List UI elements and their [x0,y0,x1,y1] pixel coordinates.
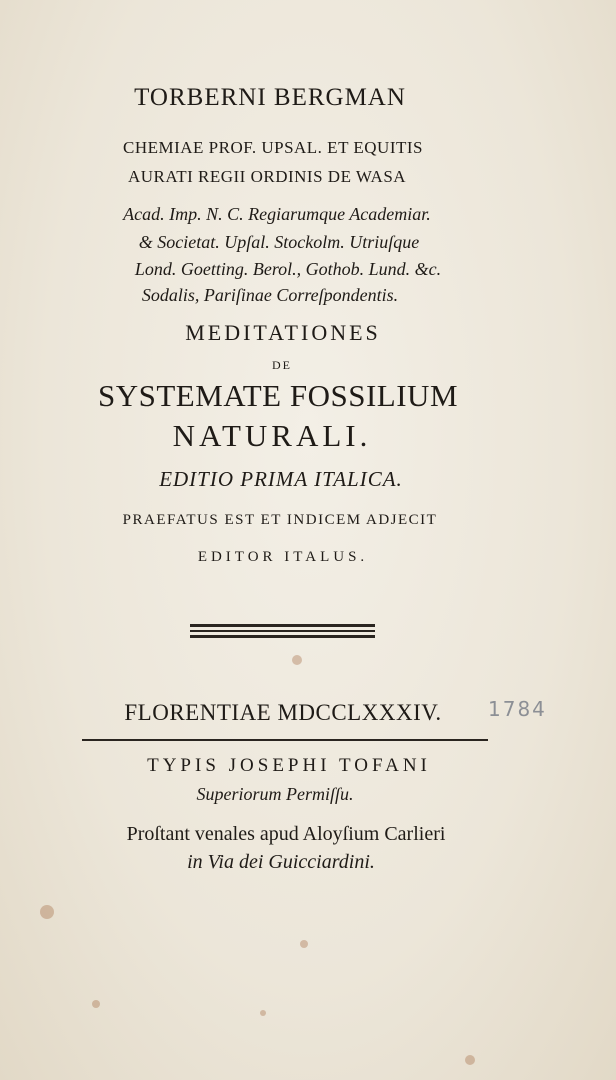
ornament-rule-top [190,624,375,627]
imprint-place-date: FLORENTIAE MDCCLXXXIV. [124,700,442,725]
work-title-de: DE [272,358,292,372]
foxing-spot [92,1000,100,1008]
preface-line-1: PRAEFATUS EST ET INDICEM ADJECIT [122,512,438,528]
affiliation-line-2: & Societat. Upſal. Stockolm. Utriuſque [138,232,420,252]
imprint-sale-line-2: in Via dei Guicciardini. [187,851,375,873]
foxing-spot [300,940,308,948]
preface-line-2: EDITOR ITALUS. [197,549,369,565]
edition-line: EDITIO PRIMA ITALICA. [159,467,403,491]
affiliation-line-1: Acad. Imp. N. C. Regiarumque Academiar. [123,204,431,224]
imprint-sale-line-1: Proſtant venales apud Aloyſium Carlieri [126,823,446,845]
work-title-naturali: NATURALI. [172,418,372,453]
affiliation-line-4: Sodalis, Pariſinae Correſpondentis. [141,285,399,305]
foxing-spot [465,1055,475,1065]
imprint-permission: Superiorum Permiſſu. [196,784,354,804]
imprint-rule [82,739,488,741]
work-title-systemate: SYSTEMATE FOSSILIUM [97,378,459,413]
ornament-rule-mid [190,630,375,632]
foxing-spot [40,905,54,919]
author-name: TORBERNI BERGMAN [134,84,406,111]
foxing-spot [260,1010,266,1016]
imprint-printer: TYPIS JOSEPHI TOFANI [147,755,431,776]
ornament-rule-bottom [190,635,375,638]
author-title-line-1: CHEMIAE PROF. UPSAL. ET EQUITIS [122,138,423,157]
work-title-meditationes: MEDITATIONES [185,320,381,345]
handwritten-year-note: 1784 [488,697,547,721]
affiliation-line-3: Lond. Goetting. Berol., Gothob. Lund. &c. [134,259,442,279]
author-title-line-2: AURATI REGII ORDINIS DE WASA [127,167,407,186]
foxing-spot [292,655,302,665]
